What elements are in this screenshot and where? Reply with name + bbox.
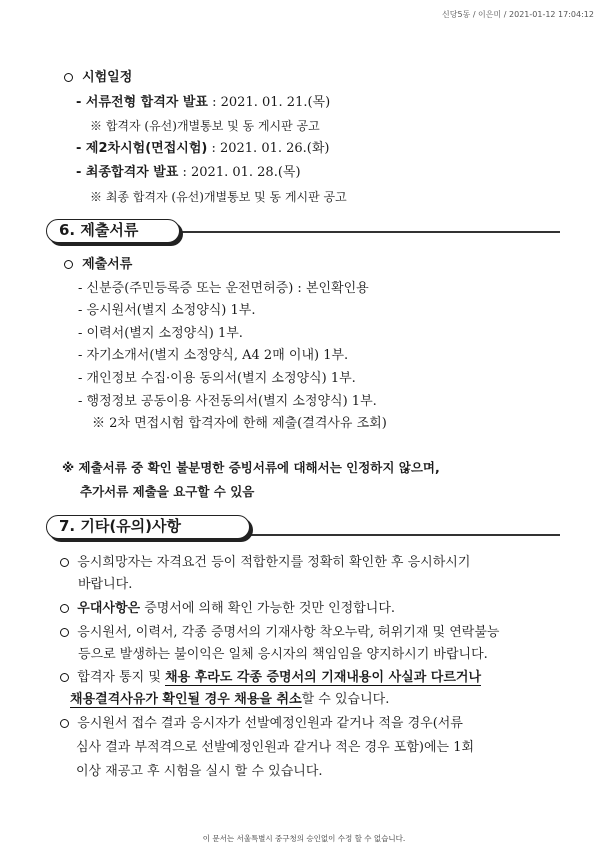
submission-warning-line1: ※ 제출서류 중 확인 불분명한 증빙서류에 대해서는 인정하지 않으며, <box>62 460 440 475</box>
submission-item: - 응시원서(별지 소정양식) 1부. <box>78 303 256 318</box>
section-6-heading: 6. 제출서류 <box>46 219 180 243</box>
submission-warning-line2: 추가서류 제출을 요구할 수 있음 <box>80 484 255 499</box>
submission-item: - 개인정보 수집·이용 동의서(별지 소정양식) 1부. <box>78 371 356 386</box>
section-7-heading: 7. 기타(유의)사항 <box>46 515 250 539</box>
final-result-line <box>76 165 301 181</box>
document-stamp: 신당5동 / 이은미 / 2021-01-12 17:04:12 <box>442 10 594 19</box>
notice-4-prefix: 합격자 통지 및 <box>77 670 166 685</box>
footer-text: 이 문서는 서울특별시 중구청의 승인없이 수정 할 수 없습니다. <box>202 834 406 843</box>
notice-2 <box>60 601 395 617</box>
notice-4-bold2: 채용결격사유가 확인될 경우 채용을 취소 <box>70 692 302 707</box>
doc-screening-line <box>76 95 330 111</box>
submission-title-text: 제출서류 <box>82 257 133 272</box>
submission-item: - 신분증(주민등록증 또는 운전면허증) : 본인확인용 <box>78 281 369 296</box>
second-exam-label: - 제2차시험(면접시험) <box>76 141 208 156</box>
notice-4-rest: 할 수 있습니다. <box>301 692 390 707</box>
circle-bullet-icon <box>64 260 73 269</box>
notice-3-text: 응시원서, 이력서, 각종 증명서의 기재사항 착오누락, 허위기재 및 연락불능 <box>77 625 500 640</box>
circle-bullet-icon <box>60 604 69 613</box>
final-result-date: : 2021. 01. 28.(목) <box>178 165 301 180</box>
notice-2-bold: 우대사항은 <box>77 601 141 616</box>
notice-5-line1 <box>60 716 463 732</box>
doc-screening-date: : 2021. 01. 21.(목) <box>208 95 331 110</box>
notice-1-text: 응시희망자는 자격요건 등이 적합한지를 정확히 확인한 후 응시하시기 <box>77 555 471 570</box>
notice-1-line1 <box>60 555 470 571</box>
final-result-note: ※ 최종 합격자 (유선)개별통보 및 동 게시판 공고 <box>90 190 347 204</box>
notice-4-line1 <box>60 670 481 686</box>
notice-5-line3: 이상 재공고 후 시험을 실시 할 수 있습니다. <box>76 764 323 779</box>
circle-bullet-icon <box>60 558 69 567</box>
second-exam-line <box>76 141 330 157</box>
submission-item: - 행정정보 공동이용 사전동의서(별지 소정양식) 1부. <box>78 394 377 409</box>
schedule-title-text: 시험일정 <box>82 70 133 85</box>
notice-1-line2: 바랍니다. <box>78 577 133 592</box>
submission-note: ※ 2차 면접시험 합격자에 한해 제출(결격사유 조회) <box>92 416 387 431</box>
submission-title <box>64 257 132 273</box>
notice-4-line2 <box>70 692 389 708</box>
doc-screening-label: - 서류전형 합격자 발표 <box>76 95 208 110</box>
notice-5-text: 응시원서 접수 결과 응시자가 선발예정인원과 같거나 적을 경우(서류 <box>77 716 463 731</box>
circle-bullet-icon <box>60 673 69 682</box>
submission-item: - 이력서(별지 소정양식) 1부. <box>78 326 243 341</box>
notice-2-text: 증명서에 의해 확인 가능한 것만 인정합니다. <box>140 601 396 616</box>
notice-4-bold1: 채용 후라도 각종 증명서의 기재내용이 사실과 다르거나 <box>165 670 482 685</box>
final-result-label: - 최종합격자 발표 <box>76 165 179 180</box>
circle-bullet-icon <box>64 73 73 82</box>
schedule-title <box>64 70 132 86</box>
notice-5-line2: 심사 결과 부적격으로 선발예정인원과 같거나 적은 경우 포함)에는 1회 <box>76 740 475 755</box>
notice-3-line2: 등으로 발생하는 불이익은 일체 응시자의 책임임을 양지하시기 바랍니다. <box>78 647 488 662</box>
second-exam-date: : 2021. 01. 26.(화) <box>207 141 330 156</box>
circle-bullet-icon <box>60 628 69 637</box>
circle-bullet-icon <box>60 719 69 728</box>
doc-screening-note: ※ 합격자 (유선)개별통보 및 동 게시판 공고 <box>90 119 320 133</box>
submission-item: - 자기소개서(별지 소정양식, A4 2매 이내) 1부. <box>78 348 349 363</box>
notice-3-line1 <box>60 625 499 641</box>
